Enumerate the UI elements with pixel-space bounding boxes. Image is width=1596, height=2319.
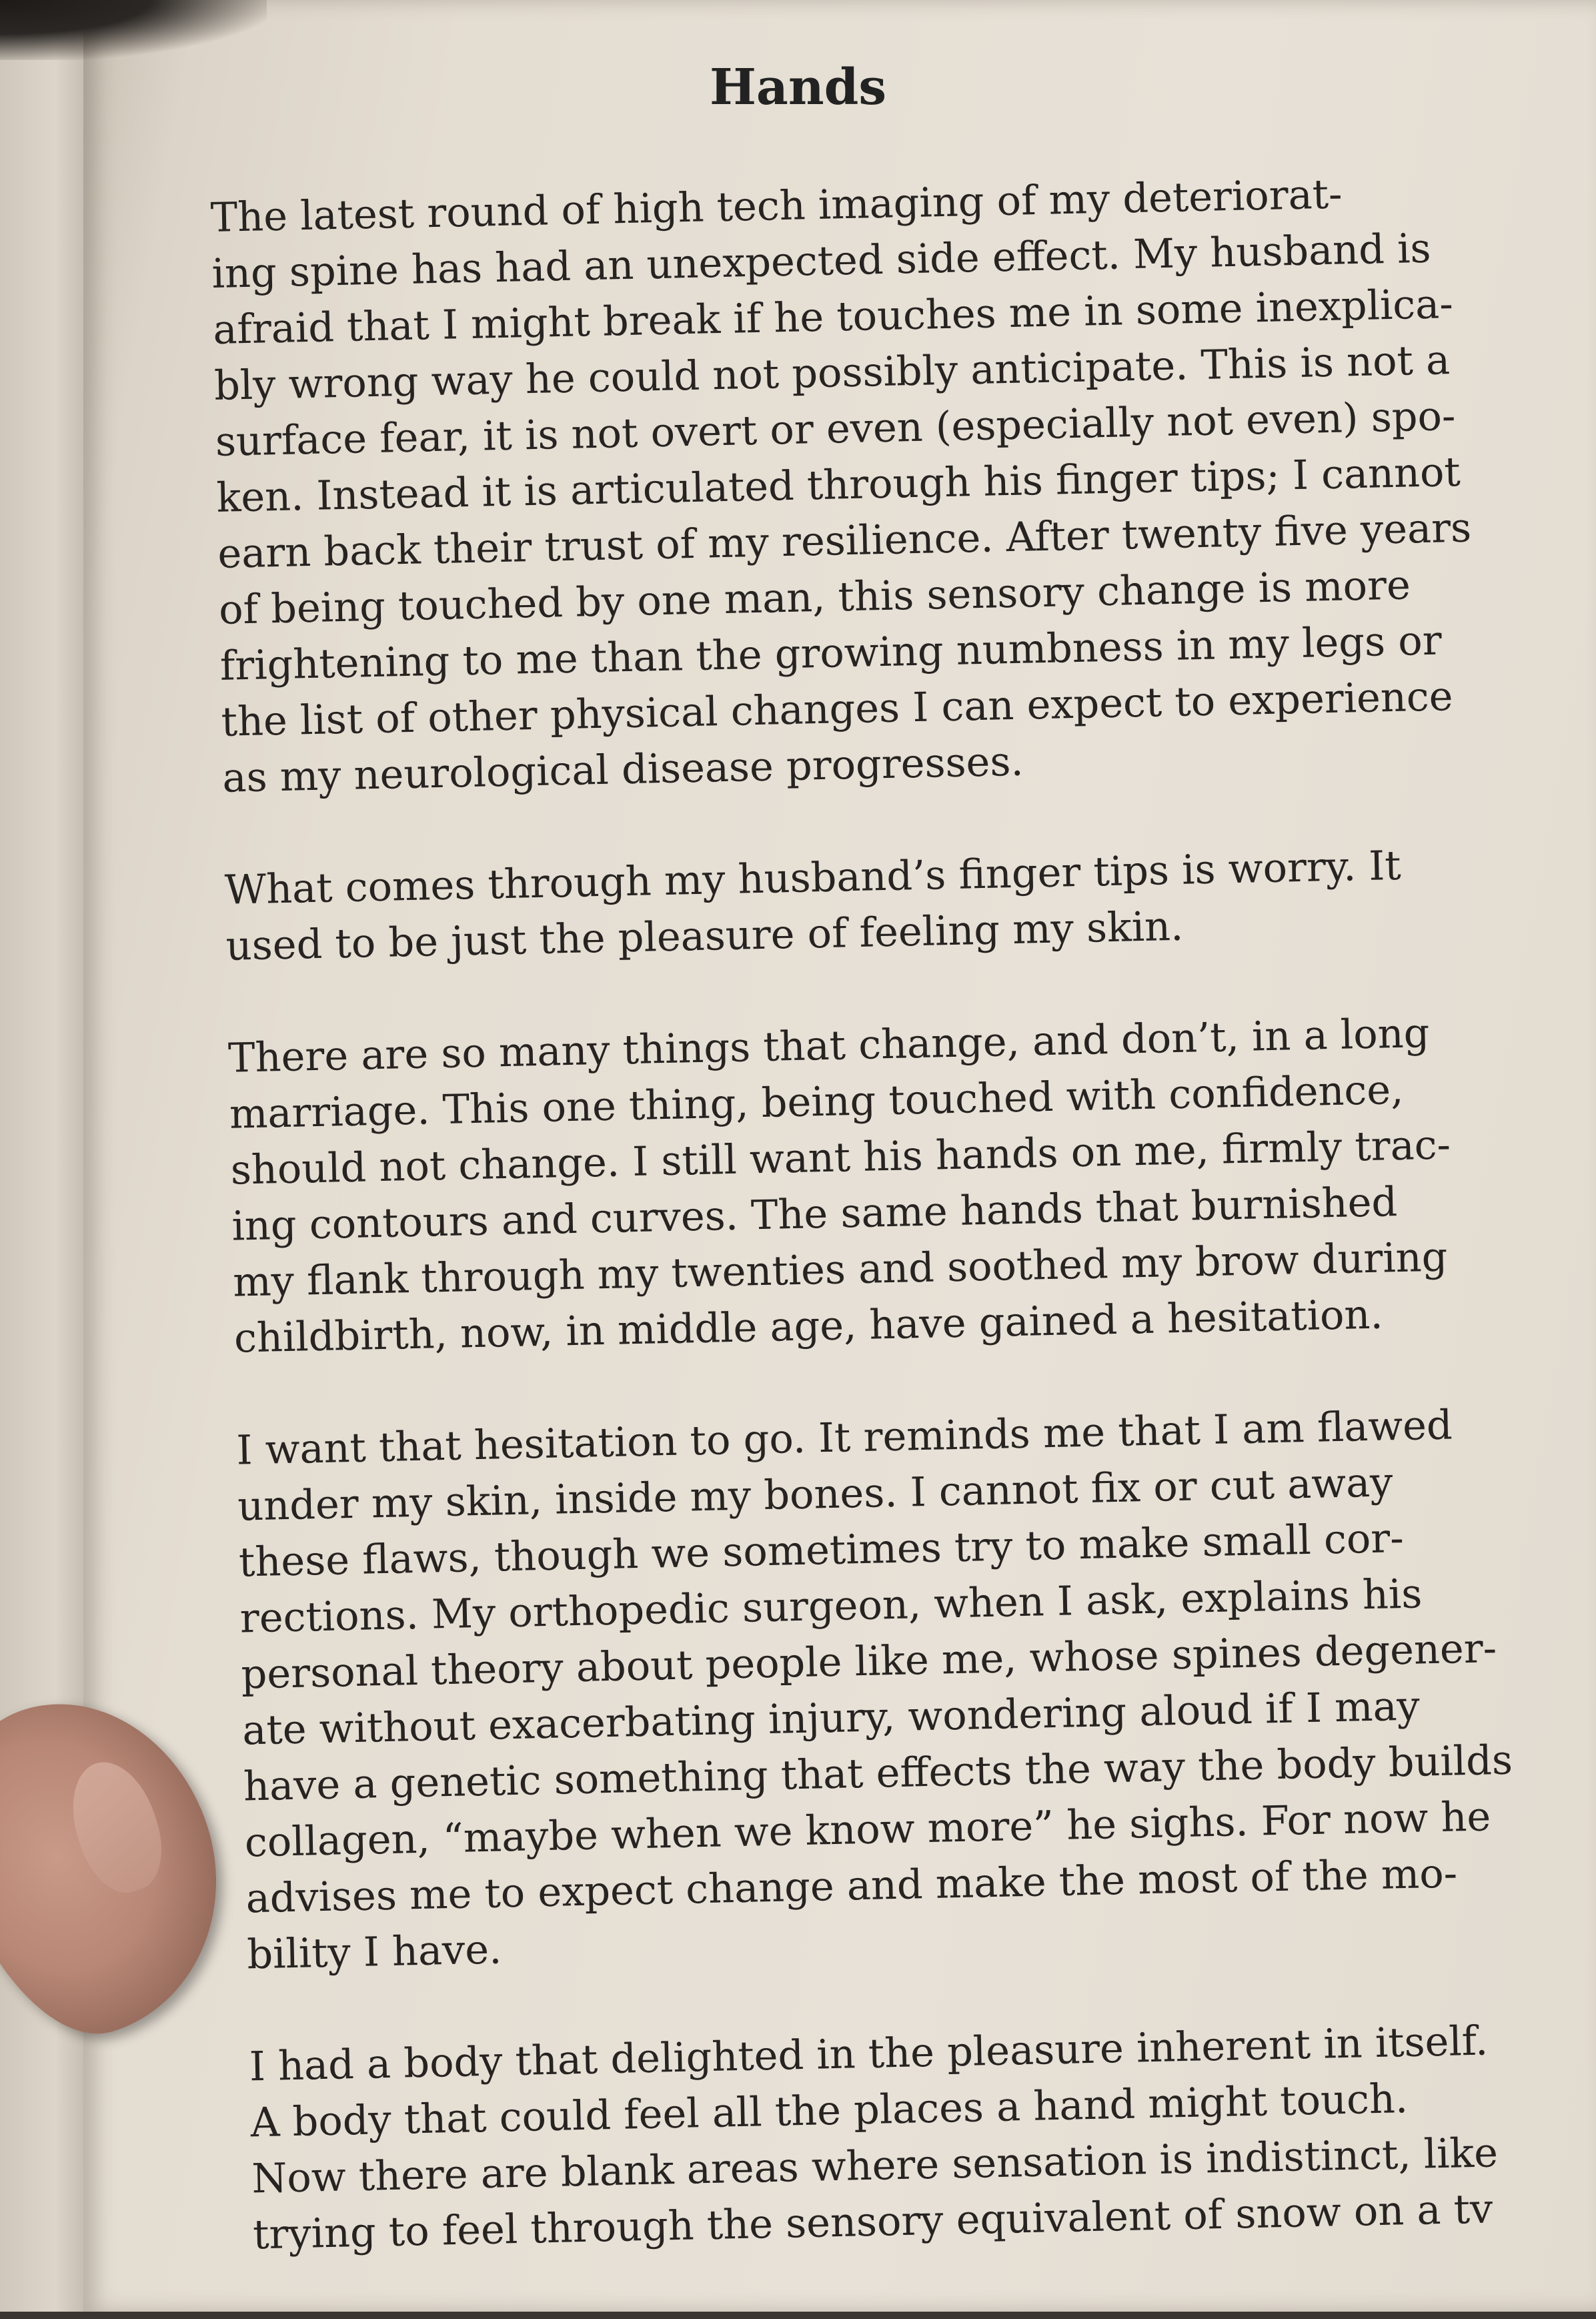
text-line: There are so many things that change, and don’t, in a long bbox=[227, 1009, 1431, 1082]
text-line: surface fear, it is not overt or even (especially not even) spo- bbox=[215, 392, 1457, 466]
text-line: ate without exacerbating injury, wondering aloud if I may bbox=[241, 1683, 1421, 1755]
text-line: I want that hesitation to go. It reminds me that I am flawed bbox=[235, 1402, 1453, 1474]
text-line: under my skin, inside my bones. I cannot fix or cut away bbox=[237, 1459, 1394, 1530]
text-line: The latest round of high tech imaging of my deteriorat- bbox=[210, 171, 1343, 242]
text-line: have a genetic something that effects the way the body builds bbox=[243, 1737, 1513, 1811]
paragraph-4 bbox=[236, 1396, 1541, 1983]
text-line: trying to feel through the sensory equivalent of snow on a tv bbox=[252, 2186, 1493, 2259]
thumbnail bbox=[58, 1751, 175, 1903]
text-line: afraid that I might break if he touches me in some inexplica- bbox=[212, 281, 1454, 354]
text-line: should not change. I still want his hands on me, firmly trac- bbox=[230, 1121, 1451, 1194]
paragraph-3 bbox=[227, 1003, 1528, 1367]
text-line: What comes through my husband’s finger tips is worry. It bbox=[224, 842, 1402, 914]
text-line: rections. My orthopedic surgeon, when I ask, explains his bbox=[239, 1570, 1423, 1643]
page-title: Hands bbox=[709, 59, 887, 116]
text-line: frightening to me than the growing numbness in my legs or bbox=[219, 617, 1443, 690]
text-line: A body that could feel all the places a hand might touch. bbox=[249, 2075, 1409, 2147]
paragraph-1 bbox=[210, 163, 1517, 806]
text-line: childbirth, now, in middle age, have gained a hesitation. bbox=[233, 1291, 1384, 1362]
page-corner-shadow bbox=[0, 0, 267, 60]
text-line: the list of other physical changes I can expect to experience bbox=[220, 673, 1454, 746]
text-line: earn back their trust of my resilience. After twenty five years bbox=[217, 504, 1472, 578]
text-line: personal theory about people like me, whose spines degener- bbox=[240, 1625, 1497, 1699]
text-line: collagen, “maybe when we know more” he sighs. For now he bbox=[244, 1793, 1491, 1867]
text-line: advises me to expect change and make the most of the mo- bbox=[245, 1850, 1458, 1923]
paragraph-5 bbox=[249, 2012, 1547, 2264]
text-line: of being touched by one man, this sensory change is more bbox=[218, 562, 1411, 634]
text-line: as my neurological disease progresses. bbox=[221, 738, 1024, 802]
essay-body bbox=[210, 163, 1548, 2319]
text-line: ing contours and curves. The same hands that burnished bbox=[231, 1179, 1398, 1250]
text-line: used to be just the pleasure of feeling my skin. bbox=[225, 903, 1184, 970]
text-line: bility I have. bbox=[246, 1926, 502, 1979]
text-line: Now there are blank areas where sensation is indistinct, like bbox=[251, 2130, 1499, 2203]
paragraph-2 bbox=[224, 835, 1520, 975]
text-line: ken. Instead it is articulated through his finger tips; I cannot bbox=[215, 448, 1461, 522]
text-line: bly wrong way he could not possibly anticipate. This is not a bbox=[213, 337, 1451, 410]
text-line: marriage. This one thing, being touched with confidence, bbox=[229, 1066, 1405, 1138]
text-line: my flank through my twenties and soothed my brow during bbox=[232, 1234, 1449, 1306]
text-line: ing spine has had an unexpected side effect. My husband is bbox=[211, 225, 1432, 298]
text-line: I had a body that delighted in the pleasure inherent in itself. bbox=[249, 2017, 1489, 2091]
text-line: these flaws, though we sometimes try to make small cor- bbox=[238, 1514, 1405, 1586]
